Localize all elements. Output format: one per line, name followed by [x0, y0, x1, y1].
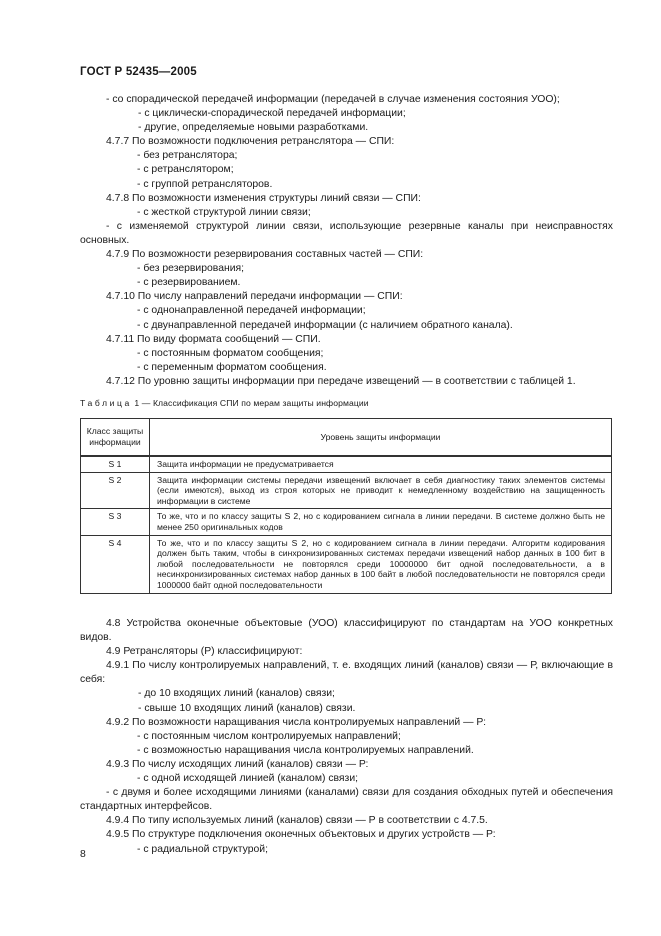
paragraph: - со спорадической передачей информации (передачей в случае изменения состояния УОО); — [106, 94, 560, 105]
body-text-bottom — [80, 617, 613, 857]
paragraph: - с двумя и более исходящими линиями (каналами) связи для создания обходных путей и обеспечения стандартных интерфейсов. — [80, 787, 613, 813]
paragraph: 4.7.9 По возможности резервирования составных частей — СПИ: — [106, 249, 424, 261]
paragraph: 4.9.4 По типу используемых линий (каналов) связи — Р в соответствии с 4.7.5. — [106, 815, 488, 827]
paragraph: 4.7.10 По числу направлений передачи информации — СПИ: — [106, 291, 403, 303]
paragraph: 4.7.7 По возможности подключения ретранслятора — СПИ: — [106, 136, 395, 148]
list-item: - с двунаправленной передачей информации (с наличием обратного канала). — [137, 319, 513, 331]
paragraph: 4.8 Устройства оконечные объектовые (УОО) классифицируют по стандартам на УОО конкретных видов. — [80, 618, 613, 644]
list-item: - без ретранслятора; — [137, 150, 238, 162]
paragraph: 4.7.12 По уровню защиты информации при передаче извещений — в соответствии с таблицей 1. — [106, 375, 576, 387]
list-item: - с жесткой структурой линии связи; — [137, 206, 311, 218]
classification-table — [80, 418, 612, 594]
list-item: - с одной исходящей линией (каналом) связи; — [137, 773, 359, 785]
level-cell: Защита информации системы передачи извещений включает в себя диагностику таких элементов системы (если имеются), выход из строя которых не приводит к немедленному воздействию на защищенность информации в системе — [150, 472, 612, 509]
list-item: - с постоянным числом контролируемых направлений; — [137, 730, 401, 742]
list-item: - с постоянным форматом сообщения; — [137, 347, 324, 359]
list-item: - с радиальной структурой; — [137, 843, 268, 855]
table-caption — [80, 398, 369, 408]
list-item: - другие, определяемые новыми разработками. — [138, 122, 369, 134]
list-item: - до 10 входящих линий (каналов) связи; — [138, 688, 335, 700]
paragraph: 4.9.3 По числу исходящих линий (каналов) связи — Р: — [106, 758, 369, 770]
list-item: - с резервированием. — [137, 277, 241, 289]
paragraph: 4.9.2 По возможности наращивания числа контролируемых направлений — Р: — [106, 716, 486, 728]
paragraph: - с изменяемой структурой линии связи, использующие резервные каналы при неисправностях основных. — [80, 220, 613, 246]
page-header: ГОСТ Р 52435—2005 — [80, 66, 197, 78]
paragraph: 4.9 Ретрансляторы (Р) классифицируют: — [106, 646, 303, 658]
level-cell: Защита информации не предусматривается — [150, 456, 612, 472]
table-row — [81, 535, 612, 593]
table-caption-text: 1 — Классификация СПИ по мерам защиты информации — [134, 398, 369, 408]
table-row — [81, 456, 612, 472]
paragraph: 4.7.8 По возможности изменения структуры линий связи — СПИ: — [106, 192, 421, 204]
paragraph: 4.9.5 По структуре подключения оконечных объектовых и других устройств — Р: — [106, 829, 496, 841]
list-item: - без резервирования; — [137, 263, 245, 275]
table-row — [81, 472, 612, 509]
class-cell: S 1 — [81, 456, 150, 472]
level-cell: То же, что и по классу защиты S 2, но с кодированием сигнала в линии передачи. В системе должно быть не менее 250 оригинальных кодов — [150, 509, 612, 535]
table-caption-label: Таблица — [80, 398, 132, 408]
table-row — [81, 509, 612, 535]
level-cell: То же, что и по классу защиты S 2, но с кодированием сигнала в линии передачи. Алгоритм кодирования должен быть таким, чтобы в синхронизированных системах передачи извещений набор данных в 100 бит в любой последовательности не повторялся среди 10000000 бит одной последовательности, а в несинхронизированных системах набор данных в 100 байт в любой последовательности не повторялся среди 1000000 байт одной последовательности — [150, 535, 612, 593]
list-item: - с циклически-спорадической передачей информации; — [138, 108, 406, 120]
list-item: - с ретранслятором; — [137, 164, 234, 176]
class-cell: S 4 — [81, 535, 150, 593]
column-header-level: Уровень защиты информации — [150, 419, 612, 457]
list-item: - с переменным форматом сообщения. — [137, 361, 327, 373]
list-item: - с группой ретрансляторов. — [137, 178, 273, 190]
list-item: - с однонаправленной передачей информации; — [137, 305, 366, 317]
list-item: - с возможностью наращивания числа контролируемых направлений. — [137, 744, 474, 756]
column-header-class: Класс защиты информации — [81, 419, 150, 457]
page-number: 8 — [80, 849, 86, 860]
list-item: - свыше 10 входящих линий (каналов) связи. — [138, 702, 356, 714]
class-cell: S 3 — [81, 509, 150, 535]
table-header-row — [81, 419, 612, 457]
body-text-top — [80, 93, 613, 389]
paragraph: 4.7.11 По виду формата сообщений — СПИ. — [106, 333, 321, 345]
class-cell: S 2 — [81, 472, 150, 509]
paragraph: 4.9.1 По числу контролируемых направлений, т. е. входящих линий (каналов) связи — Р, включающие в себя: — [80, 660, 613, 686]
